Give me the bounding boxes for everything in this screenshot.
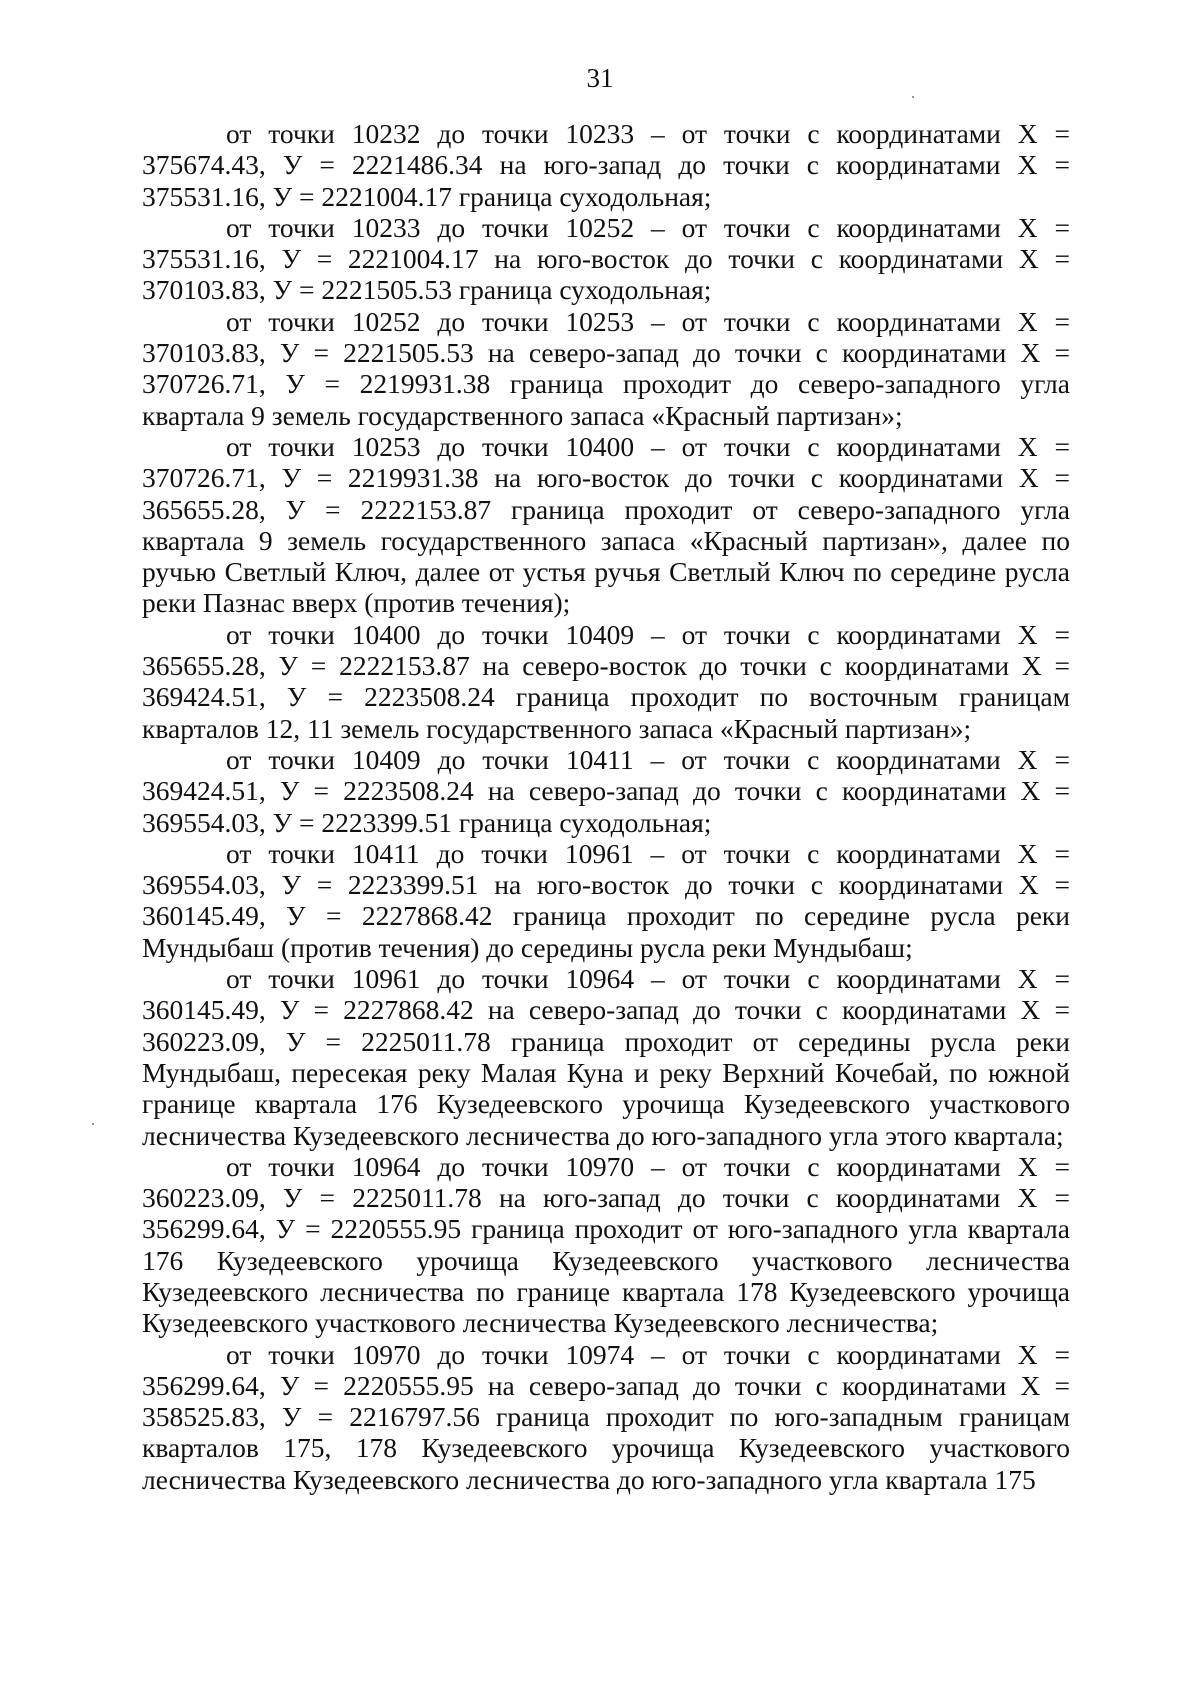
paragraph-2: от точки 10233 до точки 10252 – от точки с координатами Х = 375531.16, У = 2221004.17 на юго-восток до точки с координатами Х = 370103.83, У = 2221505.53 граница суходольная; <box>142 211 1070 306</box>
paragraph-9: от точки 10964 до точки 10970 – от точки с координатами Х = 360223.09, У = 2225011.78 на юго-запад до точки с координатами Х = 356299.64, У = 2220555.95 граница проходит от юго-западного угла квартала 176 Кузедеевского урочища Кузедеевского участкового лесничества Кузедеевского лесничества по границе квартала 178 Кузедеевского урочища Кузедеевского участкового лесничества Кузедеевского лесничества; <box>142 1150 1070 1339</box>
paragraph-8: от точки 10961 до точки 10964 – от точки с координатами Х = 360145.49, У = 2227868.42 на северо-запад до точки с координатами Х = 360223.09, У = 2225011.78 граница проходит от середины русла реки Мундыбаш, пересекая реку Малая Куна и реку Верхний Кочебай, по южной границе квартала 176 Кузедеевского урочища Кузедеевского участкового лесничества Кузедеевского лесничества до юго-западного угла этого квартала; <box>142 963 1070 1151</box>
scan-speck <box>912 96 914 98</box>
document-body <box>142 118 1070 1495</box>
paragraph-1: от точки 10232 до точки 10233 – от точки с координатами Х = 375674.43, У = 2221486.34 на юго-запад до точки с координатами Х = 375531.16, У = 2221004.17 граница суходольная; <box>142 118 1070 212</box>
paragraph-6: от точки 10409 до точки 10411 – от точки с координатами Х = 369424.51, У = 2223508.24 на северо-запад до точки с координатами Х = 369554.03, У = 2223399.51 граница суходольная; <box>142 743 1070 838</box>
paragraph-4: от точки 10253 до точки 10400 – от точки с координатами Х = 370726.71, У = 2219931.38 на юго-восток до точки с координатами Х = 365655.28, У = 2222153.87 граница проходит от северо-западного угла квартала 9 земель государственного запаса «Красный партизан», далее по ручью Светлый Ключ, далее от устья ручья Светлый Ключ по середине русла реки Пазнас вверх (против течения); <box>142 430 1070 619</box>
paragraph-5: от точки 10400 до точки 10409 – от точки с координатами Х = 365655.28, У = 2222153.87 на северо-восток до точки с координатами Х = 369424.51, У = 2223508.24 граница проходит по восточным границам кварталов 12, 11 земель государственного запаса «Красный партизан»; <box>142 618 1070 744</box>
page-number: 31 <box>586 63 614 93</box>
paragraph-3: от точки 10252 до точки 10253 – от точки с координатами Х = 370103.83, У = 2221505.53 на северо-запад до точки с координатами Х = 370726.71, У = 2219931.38 граница проходит до северо-западного угла квартала 9 земель государственного запаса «Красный партизан»; <box>142 305 1070 431</box>
paragraph-7: от точки 10411 до точки 10961 – от точки с координатами Х = 369554.03, У = 2223399.51 на юго-восток до точки с координатами Х = 360145.49, У = 2227868.42 граница проходит по середине русла реки Мундыбаш (против течения) до середины русла реки Мундыбаш; <box>142 837 1070 963</box>
scan-speck <box>92 1123 94 1125</box>
paragraph-10: от точки 10970 до точки 10974 – от точки с координатами Х = 356299.64, У = 2220555.95 на северо-запад до точки с координатами Х = 358525.83, У = 2216797.56 граница проходит по юго-западным границам кварталов 175, 178 Кузедеевского урочища Кузедеевского участкового лесничества Кузедеевского лесничества до юго-западного угла квартала 175 <box>142 1338 1070 1495</box>
